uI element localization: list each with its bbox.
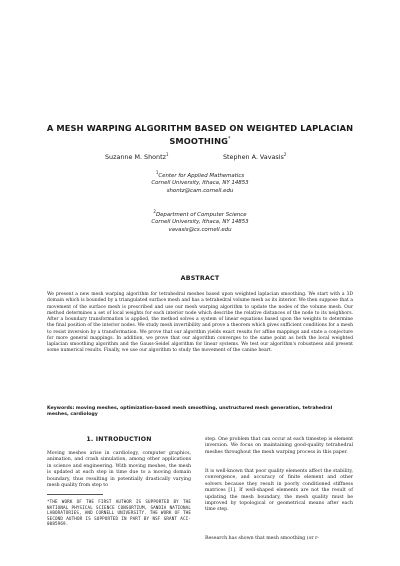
author-line <box>0 152 400 162</box>
author-1 <box>105 152 169 161</box>
author-1-mark: 1 <box>165 152 169 157</box>
section-heading-introduction: 1. INTRODUCTION <box>86 436 152 443</box>
intro-paragraph-right-2: It is well-known that poor quality elements affect the stability, convergence, and accuracy of finite element and other solvers because they result in poorly conditioned stiffness matrices [1]. If well-shaped elements are not the result of updating the mesh boundary, the mesh quality must be improved by topological or geometrical means after each time step. <box>205 469 353 513</box>
affiliation-2-mark: 2 <box>153 209 156 214</box>
title-footnote-mark: * <box>228 136 231 142</box>
affiliation-1 <box>100 169 300 195</box>
author-1-name: Suzanne M. Shontz <box>105 153 166 162</box>
affiliation-2-address: Cornell University, Ithaca, NY 14853 <box>151 219 249 226</box>
abstract-text: We present a new mesh warping algorithm for tetrahedral meshes based upon weighted laplacian smoothing. We start with a 3D domain which is bounded by a triangulated surface mesh and has a tetrahedral volume mesh as its interior. We then suppose that a movement of the surface mesh is prescribed and use our mesh warping algorithm to update the nodes of the volume mesh. Our method determines a set of local weights for each interior node which describe the relative distances of the node to its neighbors. After a boundary transformation is applied, the method solves a system of linear equations based upon the weights to determine the final position of the interior nodes. We study mesh invertibility and prove a theorem which gives sufficient conditions for a mesh to resist inversion by a transformation. We prove that our algorithm yields exact results for affine mappings and state a conjecture for more general mappings. In addition, we prove that our algorithm converges to the same point as both the local weighted laplacian smoothing algorithm and the Gauss-Seidel algorithm for linear systems. We test our algorithm's robustness and present some numerical results. Finally, we use our algorithm to study the movement of the canine heart. <box>47 292 353 354</box>
keywords <box>47 406 353 419</box>
affiliation-1-line1: Center for Applied Mathematics <box>158 172 245 179</box>
keywords-label: Keywords: <box>47 406 75 411</box>
affiliation-2-email: vavasis@cs.cornell.edu <box>168 226 232 233</box>
affiliation-2-line1: Department of Computer Science <box>155 211 247 218</box>
keywords-text: moving meshes, optimization-based mesh smoothing, unstructured mesh generation, tetrahedral meshes, cardiology <box>47 406 333 418</box>
author-2-name: Stephen A. Vavasis <box>223 153 284 162</box>
affiliation-1-mark: 1 <box>155 170 159 175</box>
intro-paragraph-right-1: step. One problem that can occur at each timestep is element inversion. We focus on maintaining good-quality tetrahedral meshes throughout the mesh warping process in this paper. <box>205 437 353 455</box>
author-2 <box>223 152 286 161</box>
footnote: *THE WORK OF THE FIRST AUTHOR IS SUPPORTED BY THE NATIONAL PHYSICAL SCIENCE CONSORTIUM, SANDIA NATIONAL LABORATORIES, AND CORNELL UNIVERSITY. THE WORK OF THE SECOND AUTHOR IS SUPPORTED IN PART BY NSF GRANT ACI-0085969. <box>47 499 191 527</box>
affiliation-2 <box>100 208 300 234</box>
paper-title-text: A MESH WARPING ALGORITHM BASED ON WEIGHTED LAPLACIAN SMOOTHING <box>46 123 354 146</box>
footnote-rule <box>47 494 103 495</box>
affiliation-1-dept <box>100 169 300 180</box>
intro-paragraph-left: Moving meshes arise in cardiology, computer graphics, animation, and crash simulation, among other applications in science and engineering. With moving meshes, the mesh is updated at each step in time due to a moving domain boundary, thus resulting in potentially drastically varying mesh quality from step to <box>47 451 191 489</box>
affiliation-2-dept <box>100 208 300 219</box>
intro-paragraph-right-3: Research has shown that mesh smoothing (or r- <box>205 536 319 541</box>
affiliation-1-email: shontz@cam.cornell.edu <box>166 187 234 194</box>
affiliation-1-address: Cornell University, Ithaca, NY 14853 <box>151 180 249 187</box>
abstract-heading: ABSTRACT <box>180 275 220 282</box>
author-2-mark: 2 <box>283 152 287 157</box>
paper-title <box>40 123 360 147</box>
